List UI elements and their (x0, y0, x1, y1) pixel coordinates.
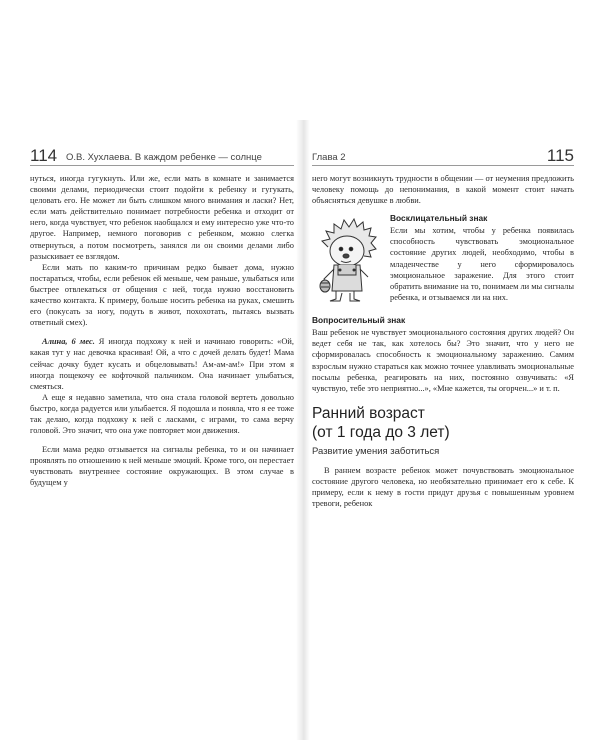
tip-sidebar-text (390, 213, 574, 309)
left-paragraph-1: нуться, иногда гугукнуть. Или же, если мать в комнате и занимается своими делами, периодически стоит подойти к ребенку и гугукать, целовать его. Не может ли быть слишком много внимания и ласки? Нет, если мать действительно понимает потребности ребенка и отходит от него, когда чувствует, что ребенок наобщался и ему интересно уже что-то другое. Например, немного поговорив с ребенком, можно слегка отвернуться, а потом посмотреть, занялся ли он своими делами либо разыскивает ее взглядом. (30, 174, 294, 261)
question-tip-title: Вопросительный знак (312, 315, 406, 326)
right-running-head-text: Глава 2 (312, 152, 346, 163)
left-quote-paragraph (30, 336, 294, 391)
left-paragraph-5: Если мама редко отзывается на сигналы ребенка, то и он начинает проявлять по отношению к ней меньше эмоций. Кроме того, он перестает чувствовать внутреннее состояние окружающих. В этом случае в будущем у (30, 445, 294, 488)
right-intro-paragraph: него могут возникнуть трудности в общении — от неумения предложить человеку помощь до непонимания, в какой момент стоит начать объясняться девушке в любви. (312, 174, 574, 206)
right-running-head (312, 148, 574, 166)
section-title-line-1: Ранний возраст (312, 404, 425, 422)
left-page (30, 148, 294, 718)
left-running-head-text: О.В. Хухлаева. В каждом ребенке — солнце (66, 152, 262, 163)
section-subtitle: Развитие умения заботиться (312, 445, 440, 457)
exclamation-tip-text: Если мы хотим, чтобы у ребенка появилась способность чувствовать эмоциональное состояние других людей, необходимо, чтобы в младенчестве у него сформировалось эмоциональное заражение. Для этого стоит обратить внимание на то, понимаем ли мы сигналы ребенка, и отзываемся ли на них. (390, 226, 574, 302)
left-running-head (30, 148, 294, 166)
left-paragraph-4: А еще я недавно заметила, что она стала головой вертеть довольно быстро, когда радуется или улыбается. Я подошла и поняла, что я ее тоже так делаю, когда подхожу к ней с ласками, с играми, то сама верчу головой. Это значит, что она уже повторяет мои движения. (30, 392, 294, 436)
quote-speaker: Алина, 6 мес. (42, 337, 95, 347)
left-page-number: 114 (30, 148, 58, 165)
right-page-number: 115 (546, 148, 574, 165)
book-gutter-shadow (296, 120, 310, 740)
right-page (312, 148, 574, 718)
left-paragraph-2: Если мать по каким-то причинам редко бывает дома, нужно постараться, чтобы, если ребенок ей меньше, чем раньше, улыбаться или быстрее отвлекаться от общения с ней, тогда нужно восстановить качество контакта. К примеру, больше носить ребенка на руках, смешить его (покусать за ногу, подуть в живот, похохотать, пытаясь вызвать ответный смех). (30, 262, 294, 328)
hedgehog-illustration-icon (314, 213, 382, 309)
right-body-paragraph: В раннем возрасте ребенок может почувствовать эмоциональное состояние другого человека, но необязательно принимает его к себе. К примеру, если к нему в гости придут друзья с повышенным уровнем тревоги, ребенок (312, 465, 574, 509)
exclamation-tip-title: Восклицательный знак (390, 213, 488, 224)
question-tip-text: Ваш ребенок не чувствует эмоционального состояния других людей? Он ведет себя не так, как хотелось бы? Это значит, что у него не сформировалась способность к эмоциональному заражению. Самим взрослым нужно стараться как можно точнее улавливать эмоциональные посылы ребенка, реагировать на них, постоянно озвучивать: «Я чувствую, тебе это неприятно...», «Мне кажется, ты огорчен...» и т. п. (312, 328, 574, 393)
tip-sidebar (312, 213, 574, 309)
section-title-line-2: (от 1 года до 3 лет) (312, 423, 450, 441)
quote-text: Я иногда подхожу к ней и начинаю говорить: «Ой, какая тут у нас девочка красивая! Ой, а что с дочей делать будет! Мама сейчас дочку будет кусать и обцеловывать! Ам-ам-ам!» При этом я иногда пощекочу ее кофточкой пальчиком. Она начинает улыбаться, смеяться. (30, 337, 294, 391)
